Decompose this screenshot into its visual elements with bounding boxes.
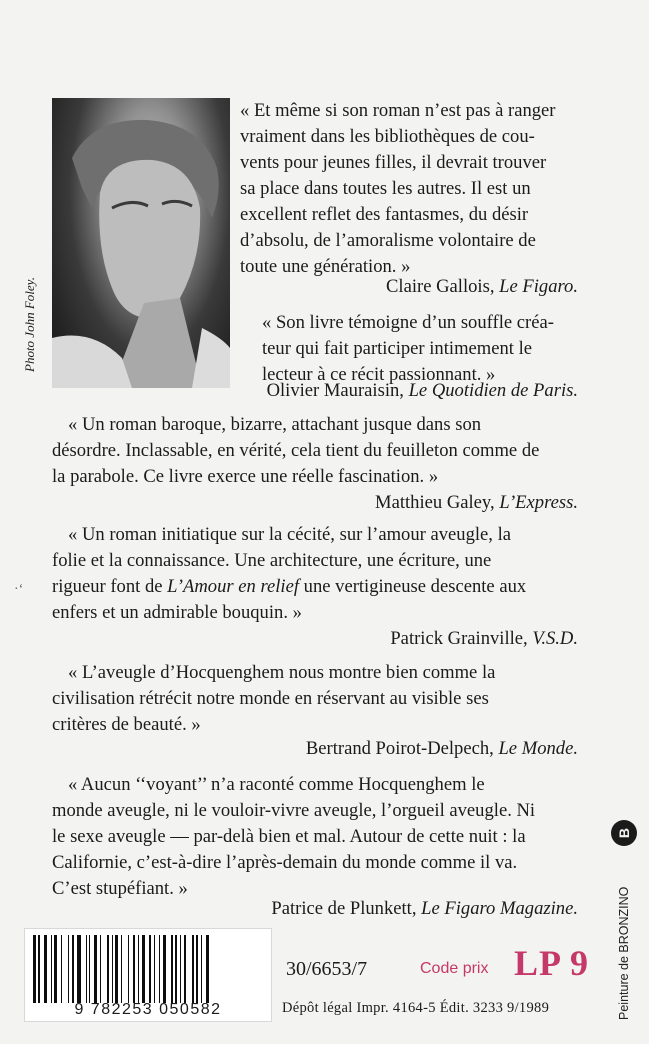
- quote-line: « Aucun ‘‘voyant’’ n’a raconté comme Hocquenghem le: [68, 774, 485, 795]
- author-photo: [52, 98, 230, 388]
- author-name: Matthieu Galey,: [375, 492, 495, 513]
- margin-mark: ·‘: [14, 582, 24, 597]
- author-name: Claire Gallois,: [386, 276, 495, 297]
- barcode-bar: [68, 935, 69, 1003]
- barcode-bar: [175, 935, 178, 1003]
- barcode-bar: [142, 935, 146, 1003]
- barcode-bar: [115, 935, 118, 1003]
- author-name: Bertrand Poirot-Delpech,: [305, 738, 494, 759]
- quote-line: désordre. Inclassable, en vérité, cela tient du feuilleton comme de: [52, 440, 540, 461]
- quote-line: Californie, c’est-à-dire l’après-demain du monde comme il va.: [52, 852, 518, 873]
- photo-credit: Photo John Foley.: [22, 277, 37, 372]
- barcode-bar: [206, 935, 209, 1003]
- author-name: Olivier Mauraisin,: [266, 380, 404, 401]
- quote-line: « Un roman initiatique sur la cécité, sur l’amour aveugle, la: [68, 524, 511, 545]
- quote-line: folie et la connaissance. Une architecture, une écriture, une: [52, 550, 492, 571]
- quote-text: rigueur font de: [52, 576, 168, 597]
- quote-line: excellent reflet des fantasmes, du désir: [240, 204, 529, 225]
- legal-deposit: Dépôt légal Impr. 4164-5 Édit. 3233 9/1989: [282, 1000, 550, 1016]
- quote-4-attribution: [390, 626, 578, 652]
- portrait-illustration: [52, 98, 230, 388]
- cover-credit: Peinture de BRONZINO: [617, 886, 631, 1020]
- quote-6-attribution: [271, 896, 578, 922]
- barcode-bar: [44, 935, 48, 1003]
- author-name: Patrice de Plunkett,: [271, 898, 417, 919]
- quote-6: [52, 772, 580, 902]
- quote-line: sa place dans toutes les autres. Il est un: [240, 178, 531, 199]
- quote-line: C’est stupéfiant. »: [52, 878, 188, 899]
- quote-line: « Et même si son roman n’est pas à ranger: [240, 100, 556, 121]
- publisher-logo: B: [611, 820, 637, 846]
- quote-line: vraiment dans les bibliothèques de cou-: [240, 126, 535, 147]
- quote-line: le sexe aveugle — par-delà bien et mal. Autour de cette nuit : la: [52, 826, 526, 847]
- barcode-bar: [89, 935, 90, 1003]
- quote-line: vents pour jeunes filles, il devrait trouver: [240, 152, 547, 173]
- barcode-bar: [107, 935, 110, 1003]
- barcode-bar: [171, 935, 172, 1003]
- quote-2-attribution: [267, 378, 578, 404]
- isbn-barcode: [24, 928, 272, 1022]
- quote-2: [262, 310, 578, 388]
- barcode-bar: [138, 935, 139, 1003]
- quote-line: « L’aveugle d’Hocquenghem nous montre bien comme la: [68, 662, 496, 683]
- barcode-bar: [100, 935, 101, 1003]
- publication-name: Le Figaro.: [499, 276, 578, 297]
- barcode-bar: [154, 935, 155, 1003]
- quote-line: « Un roman baroque, bizarre, attachant jusque dans son: [68, 414, 482, 435]
- barcode-bar: [196, 935, 199, 1003]
- barcode-bar: [184, 935, 187, 1003]
- barcode-bar: [159, 935, 160, 1003]
- quote-line: lecteur à ce récit passionnant. »: [262, 364, 496, 385]
- quote-4: [52, 522, 580, 626]
- barcode-bar: [121, 935, 122, 1003]
- barcode-bar: [180, 935, 181, 1003]
- quote-line: teur qui fait participer intimement le: [262, 338, 533, 359]
- publication-name: Le Figaro Magazine.: [421, 898, 578, 919]
- quote-5-attribution: [306, 736, 578, 762]
- book-title: L’Amour en relief: [167, 576, 299, 597]
- quote-line: la parabole. Ce livre exerce une réelle fascination. »: [52, 466, 439, 487]
- author-name: Patrick Grainville,: [390, 628, 528, 649]
- quote-line: toute une génération. »: [240, 256, 411, 277]
- code-prix-label: Code prix: [420, 960, 489, 977]
- quote-text: une vertigineuse descente aux: [299, 576, 527, 597]
- quote-line: critères de beauté. »: [52, 714, 201, 735]
- publication-name: Le Quotidien de Paris.: [408, 380, 578, 401]
- barcode-bar: [201, 935, 202, 1003]
- barcode-bar: [149, 935, 152, 1003]
- barcode-bar: [94, 935, 97, 1003]
- barcode-bar: [163, 935, 167, 1003]
- quote-line: enfers et un admirable bouquin. »: [52, 602, 302, 623]
- quote-1-attribution: [386, 274, 578, 300]
- barcode-bar: [54, 935, 57, 1003]
- quote-1: [240, 98, 578, 280]
- quote-line: d’absolu, de l’amoralisme volontaire de: [240, 230, 536, 251]
- quote-line: [52, 574, 580, 600]
- quote-3: [52, 412, 580, 490]
- barcode-bar: [192, 935, 193, 1003]
- publication-name: Le Monde.: [498, 738, 578, 759]
- barcode-bar: [77, 935, 81, 1003]
- publication-name: V.S.D.: [532, 628, 578, 649]
- barcode-number: 9 782253 050582: [74, 1001, 222, 1018]
- barcode-bar: [72, 935, 75, 1003]
- barcode-bar: [38, 935, 39, 1003]
- barcode-bar: [128, 935, 129, 1003]
- reference-number: 30/6653/7: [286, 958, 368, 980]
- quote-line: monde aveugle, ni le vouloir-vivre aveugle, l’orgueil aveugle. Ni: [52, 800, 536, 821]
- quote-5: [52, 660, 580, 738]
- barcode-bar: [33, 935, 36, 1003]
- quote-3-attribution: [375, 490, 578, 516]
- barcode-bar: [51, 935, 52, 1003]
- publication-name: L’Express.: [499, 492, 578, 513]
- barcode-bars: [33, 935, 263, 1003]
- price-code: LP 9: [514, 943, 590, 983]
- barcode-bar: [112, 935, 113, 1003]
- quote-line: civilisation rétrécit notre monde en réservant au visible ses: [52, 688, 489, 709]
- barcode-bar: [133, 935, 136, 1003]
- barcode-bar: [61, 935, 62, 1003]
- barcode-bar: [86, 935, 87, 1003]
- quote-line: « Son livre témoigne d’un souffle créa-: [262, 312, 554, 333]
